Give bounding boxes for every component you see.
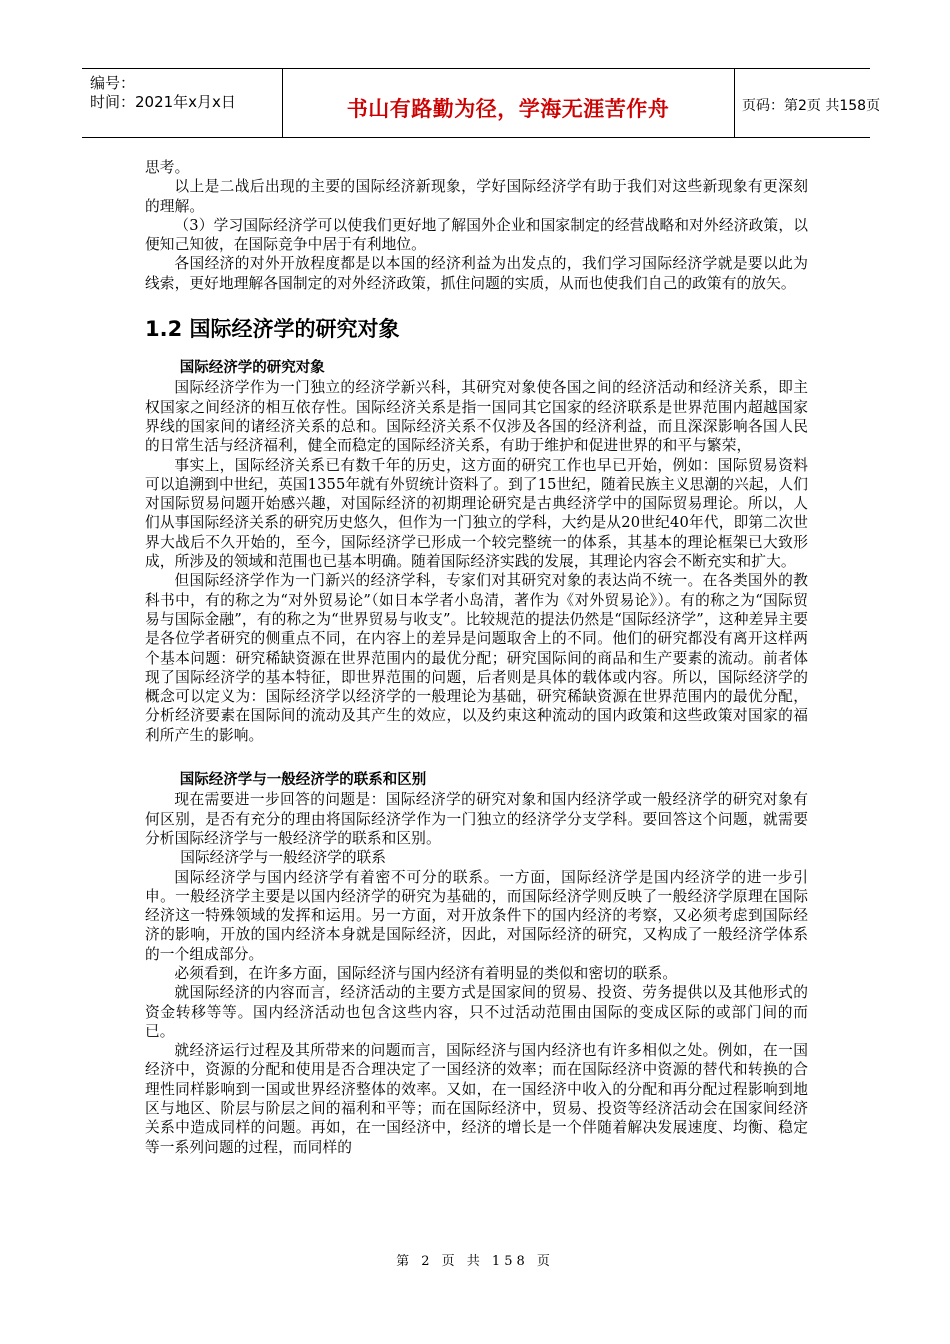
paragraph: 就经济运行过程及其所带来的问题而言，国际经济与国内经济也有许多相似之处。例如，在一国经济中，资源的分配和使用是否合理决定了一国经济的效率；而在国际经济中资源的替代和转换的合理性同样影响到一国或世界经济整体的效率。又如，在一国经济中收入的分配和再分配过程影响到地区与地区、阶层与阶层之间的福利和平等；而在国际经济中，贸易、投资等经济活动会在国家间经济关系中造成同样的问题。再如，在一国经济中，经济的增长是一个伴随着解决发展速度、均衡、稳定等一系列问题的过程，而同样的 [145,1042,808,1156]
paragraph: 各国经济的对外开放程度都是以本国的经济利益为出发点的，我们学习国际经济学就是要以此为线索，更好地理解各国制定的对外经济政策，抓住问题的实质，从而也使我们自己的政策有的放矢。 [145,255,808,292]
paragraph: 现在需要进一步回答的问题是：国际经济学的研究对象和国内经济学或一般经济学的研究对象有何区别，是否有充分的理由将国际经济学作为一门独立的经济学分支学科。要回答这个问题，就需要分析国际经济学与一般经济学的联系和区别。 [145,791,808,847]
paragraph: 就国际经济的内容而言，经济活动的主要方式是国家间的贸易、投资、劳务提供以及其他形式的资金转移等等。国内经济活动也包含这些内容，只不过活动范围由国际的变成区际的或部门间的而已。 [145,984,808,1040]
paragraph: 国际经济学作为一门独立的经济学新兴科，其研究对象使各国之间的经济活动和经济关系，即主权国家之间经济的相互依存性。国际经济关系是指一国同其它国家的经济联系是世界范围内超越国家界线的国家间的诸经济关系的总和。国际经济关系不仅涉及各国的经济利益，而且深深影响各国人民的日常生活与经济福利，健全而稳定的国际经济关系，有助于维护和促进世界的和平与繁荣， [145,379,808,455]
header-right-cell [734,69,881,137]
paragraph: 以上是二战后出现的主要的国际经济新现象，学好国际经济学有助于我们对这些新现象有更深刻的理解。 [145,178,808,215]
header-motto: 书山有路勤为径，学海无涯苦作舟 [346,97,670,121]
subsection-heading: 国际经济学与一般经济学的联系和区别 [179,772,427,789]
header-left-cell [82,69,283,137]
header-page-info: 页码：第2页 共158页 [742,98,881,114]
document-time-label: 时间：2021年x月x日 [90,93,236,111]
paragraph: 必须看到，在许多方面，国际经济与国内经济有着明显的类似和密切的联系。 [174,964,678,982]
section-heading: 1.2 国际经济学的研究对象 [145,317,400,342]
document-number-label: 编号： [90,74,136,92]
sub-heading: 国际经济学与一般经济学的联系 [180,849,386,867]
subsection-heading: 国际经济学的研究对象 [179,360,325,377]
page-footer: 第 2 页 共 158 页 [396,1254,554,1269]
header-middle-cell [282,69,735,137]
paragraph: 思考。 [145,159,190,176]
paragraph: 事实上，国际经济关系已有数千年的历史，这方面的研究工作也早已开始，例如：国际贸易资料可以追溯到中世纪，英国1355年就有外贸统计资料了。到了15世纪，随着民族主义思潮的兴起，人们对国际贸易问题开始感兴趣，对国际经济的初期理论研究是古典经济学中的国际贸易理论。所以，人们从事国际经济关系的研究历史悠久，但作为一门独立的学科，大约是从20世纪40年代，即第二次世界大战后不久开始的，至今，国际经济学已形成一个较完整统一的体系，其基本的理论框架已大致形成，所涉及的领域和范围也已基本明确。随着国际经济实践的发展，其理论内容会不断充实和扩大。 [145,456,808,571]
paragraph: （3）学习国际经济学可以使我们更好地了解国外企业和国家制定的经营战略和对外经济政策，以便知己知彼，在国际竞争中居于有利地位。 [145,216,808,254]
paragraph: 国际经济学与国内经济学有着密不可分的联系。一方面，国际经济学是国内经济学的进一步引申。一般经济学主要是以国内经济学的研究为基础的，而国际经济学则反映了一般经济学原理在国际经济这一特殊领域的发挥和运用。另一方面，对开放条件下的国内经济的考察，又必须考虑到国际经济的影响，开放的国内经济本身就是国际经济，因此，对国际经济的研究，又构成了一般经济学体系的一个组成部分。 [145,868,808,963]
page-header [82,68,881,138]
document-body [145,158,808,1157]
spacer [145,745,808,759]
paragraph: 但国际经济学作为一门新兴的经济学科，专家们对其研究对象的表达尚不统一。在各类国外的教科书中，有的称之为“对外贸易论”（如日本学者小岛清，著作为《对外贸易论》）。有的称之为“国际贸易与国际金融”，有的称之为“世界贸易与收支”。比较规范的提法仍然是“国际经济学”，这种差异主要是各位学者研究的侧重点不同，在内容上的差异是问题取舍上的不同。他们的研究都没有离开这样两个基本问题：研究稀缺资源在世界范围内的最优分配；研究国际间的商品和生产要素的流动。前者体现了国际经济学的基本特征，即世界范围的问题，后者则是具体的载体或内容。所以，国际经济学的概念可以定义为：国际经济学以经济学的一般理论为基础，研究稀缺资源在世界范围内的最优分配，分析经济要素在国际间的流动及其产生的效应，以及约束这种流动的国内政策和这些政策对国家的福利所产生的影响。 [145,572,808,744]
